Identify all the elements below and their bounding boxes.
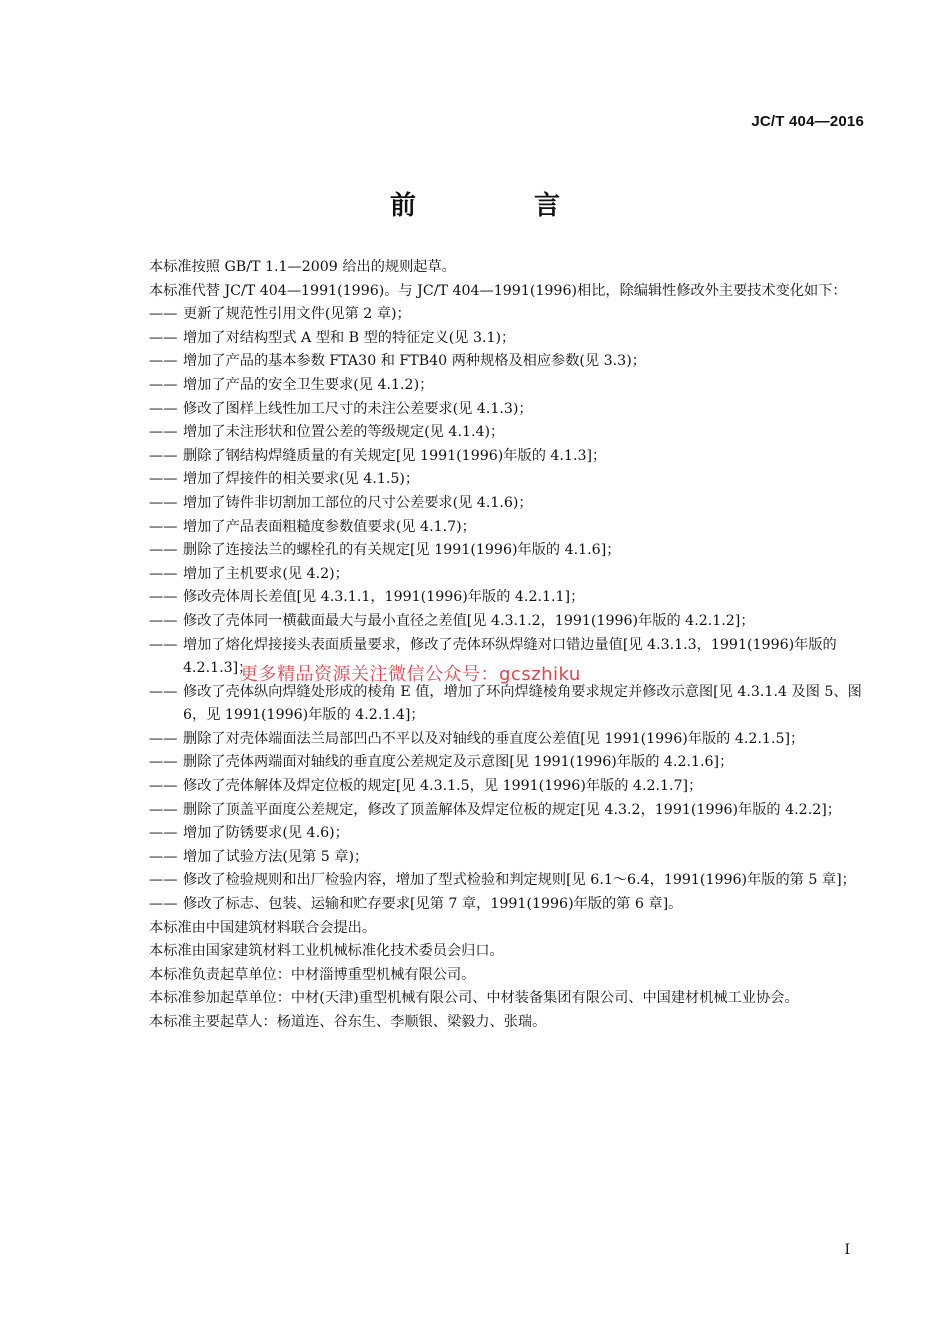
change-text: 修改壳体周长差值[见 4.3.1.1，1991(1996)年版的 4.2.1.1]；	[183, 589, 585, 606]
change-text: 增加了焊接件的相关要求(见 4.1.5)；	[183, 471, 420, 488]
change-list-item	[116, 303, 867, 327]
change-text: 增加了主机要求(见 4.2)；	[183, 565, 349, 582]
list-dash: ——	[149, 848, 178, 865]
list-dash: ——	[149, 447, 178, 464]
change-text: 增加了熔化焊接接头表面质量要求，修改了壳体环纵焊缝对口错边量值[见 4.3.1.3，1991(1996)年版的 4.2.1.3]；	[183, 636, 837, 677]
page-title: 前 言	[389, 191, 606, 221]
change-list-item	[116, 586, 867, 610]
change-list-item	[116, 445, 867, 469]
list-dash: ——	[149, 494, 178, 511]
change-list-item	[116, 350, 867, 374]
closing-paragraph: 本标准由国家建筑材料工业机械标准化技术委员会归口。	[149, 943, 504, 960]
change-text: 增加了铸件非切割加工部位的尺寸公差要求(见 4.1.6)；	[183, 494, 533, 511]
change-list-item	[116, 468, 867, 492]
change-text: 增加了未注形状和位置公差的等级规定(见 4.1.4)；	[183, 424, 505, 441]
change-text: 修改了检验规则和出厂检验内容，增加了型式检验和判定规则[见 6.1～6.4，1991(1996)年版的第 5 章]；	[183, 872, 856, 889]
list-dash: ——	[149, 306, 178, 323]
foreword-body	[116, 256, 867, 1035]
list-dash: ——	[149, 376, 178, 393]
change-text: 修改了壳体同一横截面最大与最小直径之差值[见 4.3.1.2，1991(1996)年版的 4.2.1.2]；	[183, 612, 755, 629]
change-text: 增加了对结构型式 A 型和 B 型的特征定义(见 3.1)；	[183, 329, 516, 346]
list-dash: ——	[149, 778, 178, 795]
change-list-item	[116, 869, 867, 893]
change-text: 修改了壳体解体及焊定位板的规定[见 4.3.1.5，见 1991(1996)年版的 4.2.1.7]；	[183, 778, 703, 795]
intro-paragraph: 本标准代替 JC/T 404—1991(1996)。与 JC/T 404—1991(1996)相比，除编辑性修改外主要技术变化如下：	[149, 282, 847, 299]
change-text: 删除了壳体两端面对轴线的垂直度公差规定及示意图[见 1991(1996)年版的 4.2.1.6]；	[183, 754, 734, 771]
list-dash: ——	[149, 683, 178, 700]
change-text: 修改了图样上线性加工尺寸的未注公差要求(见 4.1.3)；	[183, 400, 533, 417]
change-text: 更新了规范性引用文件(见第 2 章)；	[183, 306, 411, 323]
closing-paragraph: 本标准主要起草人：杨道连、谷东生、李顺银、梁毅力、张瑞。	[149, 1014, 547, 1030]
list-dash: ——	[149, 471, 178, 488]
watermark-text: 更多精品资源关注微信公众号：gcszhiku	[240, 664, 581, 685]
change-list-item	[116, 893, 867, 917]
closing-paragraph: 本标准由中国建筑材料联合会提出。	[149, 919, 377, 936]
change-text: 增加了产品的基本参数 FTA30 和 FTB40 两种规格及相应参数(见 3.3)；	[183, 353, 646, 370]
list-dash: ——	[149, 400, 178, 417]
change-text: 删除了对壳体端面法兰局部凹凸不平以及对轴线的垂直度公差值[见 1991(1996)年版的 4.2.1.5]；	[183, 730, 805, 747]
change-text: 增加了产品的安全卫生要求(见 4.1.2)；	[183, 376, 434, 393]
change-text: 增加了产品表面粗糙度参数值要求(见 4.1.7)；	[183, 518, 476, 535]
list-dash: ——	[149, 542, 178, 559]
change-list-item	[116, 516, 867, 540]
change-list-item	[116, 563, 867, 587]
change-text: 修改了标志、包装、运输和贮存要求[见第 7 章，1991(1996)年版的第 6 章]。	[183, 896, 683, 913]
change-list-item	[116, 799, 867, 823]
list-dash: ——	[149, 353, 178, 370]
list-dash: ——	[149, 612, 178, 629]
change-list-item	[116, 822, 867, 846]
list-dash: ——	[149, 896, 178, 913]
change-list-item	[116, 846, 867, 870]
change-list-item	[116, 610, 867, 634]
page-number: I	[844, 1242, 850, 1258]
change-list-item	[116, 421, 867, 445]
change-list-item	[116, 775, 867, 799]
list-dash: ——	[149, 565, 178, 582]
list-dash: ——	[149, 518, 178, 535]
list-dash: ——	[149, 636, 178, 653]
change-list-item	[116, 681, 867, 728]
change-text: 修改了壳体纵向焊缝处形成的棱角 E 值，增加了环向焊缝棱角要求规定并修改示意图[见 4.3.1.4 及图 5、图 6，见 1991(1996)年版的 4.2.1.4]；	[183, 683, 862, 724]
list-dash: ——	[149, 872, 178, 889]
list-dash: ——	[149, 730, 178, 747]
change-text: 删除了钢结构焊缝质量的有关规定[见 1991(1996)年版的 4.1.3]；	[183, 447, 607, 464]
list-dash: ——	[149, 801, 178, 818]
change-list-item	[116, 327, 867, 351]
closing-paragraph: 本标准负责起草单位：中材淄博重型机械有限公司。	[149, 966, 476, 983]
change-list-item	[116, 728, 867, 752]
closing-paragraph: 本标准参加起草单位：中材(天津)重型机械有限公司、中材装备集团有限公司、中国建材机械工业协会。	[149, 990, 799, 1007]
change-text: 删除了顶盖平面度公差规定，修改了顶盖解体及焊定位板的规定[见 4.3.2，1991(1996)年版的 4.2.2]；	[183, 801, 841, 818]
change-list	[116, 303, 867, 916]
intro-paragraph: 本标准按照 GB/T 1.1—2009 给出的规则起草。	[149, 259, 456, 275]
list-dash: ——	[149, 424, 178, 441]
change-list-item	[116, 374, 867, 398]
standard-code: JC/T 404—2016	[751, 113, 864, 130]
list-dash: ——	[149, 329, 178, 346]
change-text: 增加了试验方法(见第 5 章)；	[183, 848, 369, 865]
change-list-item	[116, 539, 867, 563]
change-list-item	[116, 751, 867, 775]
list-dash: ——	[149, 825, 178, 842]
change-list-item	[116, 398, 867, 422]
change-list-item	[116, 492, 867, 516]
change-text: 删除了连接法兰的螺栓孔的有关规定[见 1991(1996)年版的 4.1.6]；	[183, 542, 621, 559]
list-dash: ——	[149, 589, 178, 606]
change-text: 增加了防锈要求(见 4.6)；	[183, 825, 349, 842]
list-dash: ——	[149, 754, 178, 771]
